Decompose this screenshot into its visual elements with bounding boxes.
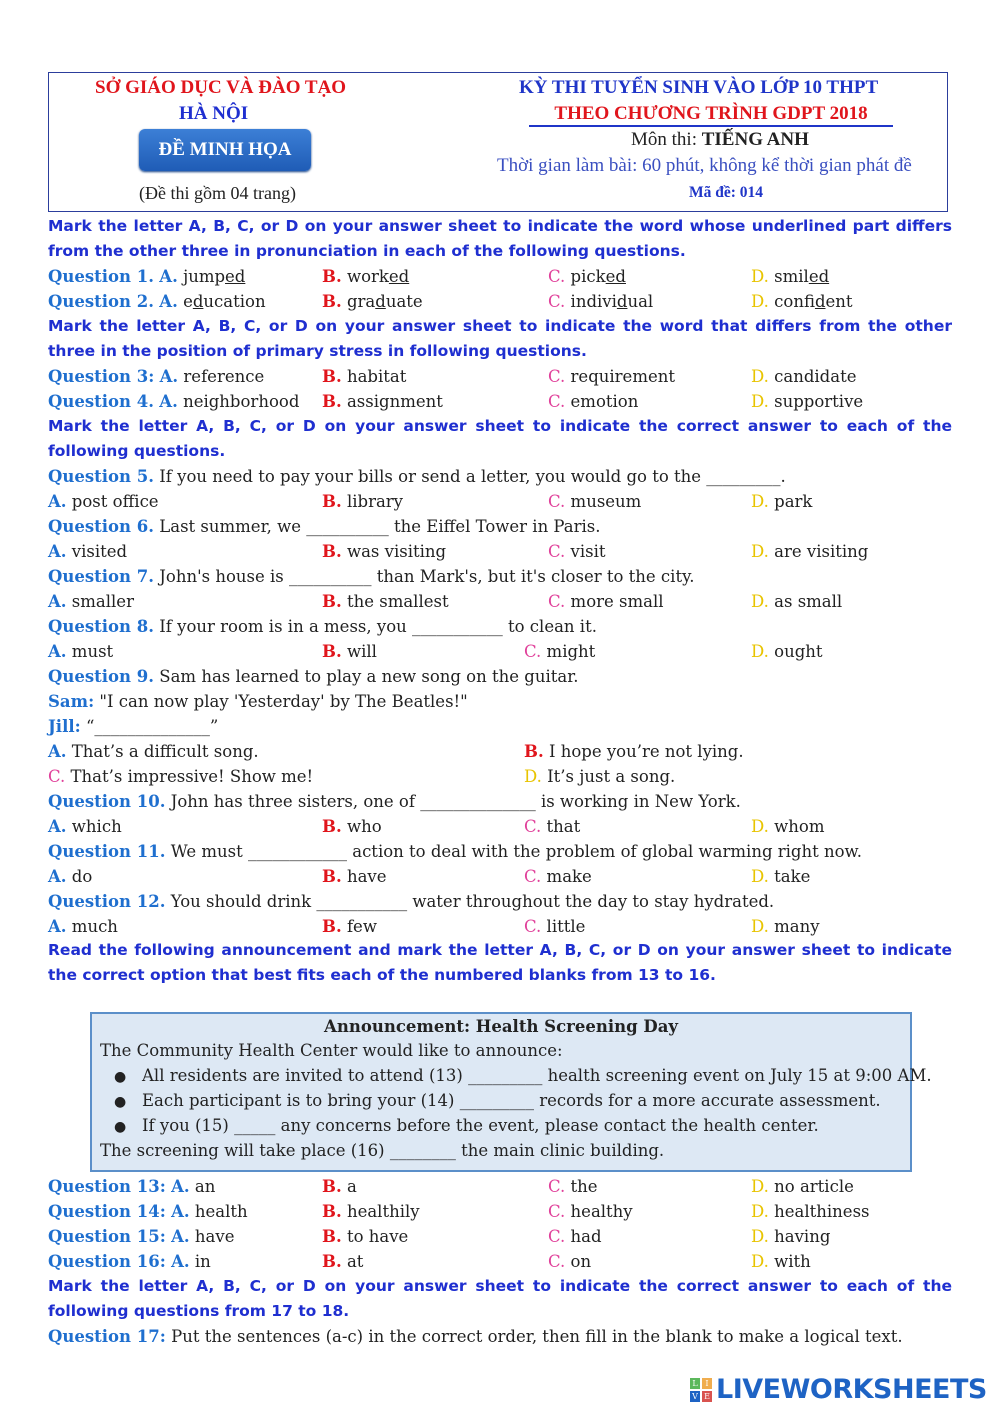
question-label: Question 3:	[48, 367, 155, 386]
option-a[interactable]: in	[194, 1252, 211, 1271]
option-d[interactable]: having	[774, 1227, 831, 1246]
question-label: Question 15:	[48, 1227, 166, 1246]
instruction-announcement: Read the following announcement and mark the letter A, B, C, or D on your answer sheet to indicate the correct option that best fits each of the numbered blanks from 13 to 16.	[48, 941, 952, 984]
option-b[interactable]: few	[346, 917, 377, 936]
question-11-stem: Question 11. We must ____________ action to deal with the problem of global warming right now.	[48, 842, 862, 861]
time-note: Thời gian làm bài: 60 phút, không kể thời gian phát đề	[497, 155, 912, 176]
logo-letter: L	[690, 1378, 700, 1389]
question-label: Question 13:	[48, 1177, 166, 1196]
question-label: Question 7.	[48, 567, 155, 586]
option-b[interactable]: worked	[346, 267, 410, 286]
option-c[interactable]: on	[570, 1252, 592, 1271]
question-label: Question 2.	[48, 292, 155, 311]
option-b[interactable]: habitat	[346, 367, 407, 386]
option-a[interactable]: health	[194, 1202, 248, 1221]
bullet-icon: ●	[114, 1094, 127, 1110]
subject-name: TIẾNG ANH	[701, 129, 809, 150]
question-8-stem: Question 8. If your room is in a mess, you ___________ to clean it.	[48, 617, 597, 636]
option-d[interactable]: park	[774, 492, 813, 511]
department-name: SỞ GIÁO DỤC VÀ ĐÀO TẠO	[95, 77, 347, 98]
option-c[interactable]: the	[570, 1177, 598, 1196]
announcement-bullet-2: Each participant is to bring your (14) _________ records for a more accurate assessment.	[142, 1091, 881, 1110]
question-label: Question 5.	[48, 467, 155, 486]
logo-letter: I	[702, 1378, 712, 1389]
option-d[interactable]: take	[774, 867, 811, 886]
exam-code: Mã đề: 014	[689, 184, 764, 201]
option-a[interactable]: much	[71, 917, 118, 936]
option-d[interactable]: candidate	[774, 367, 857, 386]
option-c[interactable]: museum	[570, 492, 642, 511]
question-6-stem: Question 6. Last summer, we __________ the Eiffel Tower in Paris.	[48, 517, 601, 536]
option-a[interactable]: have	[194, 1227, 235, 1246]
option-c[interactable]: picked	[570, 267, 626, 286]
option-c[interactable]: visit	[570, 542, 606, 561]
option-a[interactable]: neighborhood	[183, 392, 300, 411]
option-b[interactable]: I hope you’re not lying.	[548, 742, 744, 761]
option-c[interactable]: emotion	[570, 392, 639, 411]
option-c[interactable]: healthy	[570, 1202, 633, 1221]
bullet-icon: ●	[114, 1069, 127, 1085]
department-city: HÀ NỘI	[179, 103, 249, 124]
announcement-closing: The screening will take place (16) ________ the main clinic building.	[100, 1141, 665, 1160]
option-d[interactable]: are visiting	[774, 542, 869, 561]
option-d[interactable]: as small	[774, 592, 843, 611]
option-a[interactable]: which	[71, 817, 122, 836]
question-label: Question 8.	[48, 617, 155, 636]
question-label: Question 4.	[48, 392, 155, 411]
option-b[interactable]: assignment	[346, 392, 443, 411]
option-b[interactable]: library	[346, 492, 404, 511]
option-c[interactable]: that	[546, 817, 581, 836]
option-a[interactable]: That’s a difficult song.	[71, 742, 259, 761]
question-label: Question 14:	[48, 1202, 166, 1221]
option-d[interactable]: It’s just a song.	[547, 767, 676, 786]
question-label: Question 11.	[48, 842, 166, 861]
logo-letter: E	[702, 1391, 712, 1402]
question-5-stem: Question 5. If you need to pay your bills or send a letter, you would go to the _________.	[48, 467, 786, 486]
option-a[interactable]: education	[183, 292, 266, 311]
option-a[interactable]: visited	[71, 542, 128, 561]
announcement-intro: The Community Health Center would like to announce:	[100, 1041, 563, 1060]
logo-letter: V	[690, 1391, 700, 1402]
logo-grid-icon	[690, 1378, 712, 1402]
option-a[interactable]: post office	[71, 492, 159, 511]
announcement-box	[90, 1012, 932, 1172]
question-17-stem: Question 17: Put the sentences (a-c) in the correct order, then fill in the blank to make a logical text.	[48, 1327, 903, 1346]
option-d[interactable]: ought	[774, 642, 823, 661]
option-c[interactable]: had	[570, 1227, 602, 1246]
option-b[interactable]: healthily	[346, 1202, 420, 1221]
instruction-correct-answer: Mark the letter A, B, C, or D on your answer sheet to indicate the correct answer to each of the following questions.	[48, 417, 952, 460]
question-label: Question 6.	[48, 517, 155, 536]
question-9-stem: Question 9. Sam has learned to play a new song on the guitar.	[48, 667, 579, 686]
dialogue-jill: Jill: “______________”	[48, 717, 219, 736]
question-label: Question 9.	[48, 667, 155, 686]
exam-title: KỲ THI TUYỂN SINH VÀO LỚP 10 THPT	[519, 77, 879, 98]
option-b[interactable]: have	[346, 867, 387, 886]
announcement-bullet-3: If you (15) _____ any concerns before the event, please contact the health center.	[142, 1116, 819, 1135]
option-c[interactable]: make	[546, 867, 592, 886]
option-d[interactable]: confident	[774, 292, 853, 311]
bullet-icon: ●	[114, 1119, 127, 1135]
option-d[interactable]: supportive	[774, 392, 864, 411]
question-7-stem: Question 7. John's house is __________ than Mark's, but it's closer to the city.	[48, 567, 695, 586]
option-c[interactable]: might	[546, 642, 596, 661]
instruction-pronunciation: Mark the letter A, B, C, or D on your answer sheet to indicate the word whose underlined part differs from the other three in pronunciation in each of the following questions.	[48, 217, 952, 260]
option-c[interactable]: little	[546, 917, 586, 936]
subject-line	[631, 129, 809, 151]
logo-text: LIVEWORKSHEETS	[716, 1374, 987, 1405]
subject-label: Môn thi:	[631, 129, 702, 150]
option-a[interactable]: an	[194, 1177, 216, 1196]
instruction-stress: Mark the letter A, B, C, or D on your answer sheet to indicate the word that differs from the other three in the position of primary stress in following questions.	[48, 317, 952, 360]
option-b[interactable]: a	[346, 1177, 357, 1196]
option-b[interactable]: at	[346, 1252, 364, 1271]
question-label: Question 1.	[48, 267, 155, 286]
question-10-stem: Question 10. John has three sisters, one of ______________ is working in New York.	[48, 792, 741, 811]
option-c[interactable]: individual	[570, 292, 654, 311]
option-d[interactable]: many	[774, 917, 820, 936]
question-label: Question 16:	[48, 1252, 166, 1271]
option-b[interactable]: will	[346, 642, 377, 661]
option-b[interactable]: who	[346, 817, 382, 836]
option-b[interactable]: to have	[346, 1227, 409, 1246]
question-label: Question 10.	[48, 792, 166, 811]
option-c[interactable]: more small	[570, 592, 664, 611]
instruction-ordering: Mark the letter A, B, C, or D on your answer sheet to indicate the correct answer to each of the following questions from 17 to 18.	[48, 1277, 952, 1320]
dialogue-sam: Sam: "I can now play 'Yesterday' by The Beatles!"	[48, 692, 468, 711]
exam-header	[48, 72, 948, 212]
option-b[interactable]: was visiting	[346, 542, 447, 561]
announcement-bullet-1: All residents are invited to attend (13) _________ health screening event on July 15 at 9:00 AM.	[142, 1066, 932, 1085]
option-d[interactable]: smiled	[774, 267, 830, 286]
option-a[interactable]: must	[71, 642, 114, 661]
option-d[interactable]: healthiness	[774, 1202, 870, 1221]
option-a[interactable]: reference	[183, 367, 265, 386]
exam-type-badge: ĐỀ MINH HỌA	[139, 129, 311, 171]
question-label: Question 17:	[48, 1327, 166, 1346]
option-c[interactable]: requirement	[570, 367, 675, 386]
option-b[interactable]: graduate	[346, 292, 423, 311]
option-d[interactable]: with	[774, 1252, 811, 1271]
question-12-stem: Question 12. You should drink ___________ water throughout the day to stay hydrated.	[48, 892, 775, 911]
announcement-title: Announcement: Health Screening Day	[324, 1017, 678, 1036]
option-d[interactable]: no article	[774, 1177, 854, 1196]
option-d[interactable]: whom	[774, 817, 825, 836]
program-title: THEO CHƯƠNG TRÌNH GDPT 2018	[529, 103, 893, 127]
option-c[interactable]: That’s impressive! Show me!	[70, 767, 314, 786]
pages-note: (Đề thi gồm 04 trang)	[139, 183, 296, 203]
option-a[interactable]: jumped	[183, 267, 246, 286]
option-a[interactable]: smaller	[71, 592, 134, 611]
question-label: Question 12.	[48, 892, 166, 911]
option-b[interactable]: the smallest	[346, 592, 449, 611]
option-a[interactable]: do	[71, 867, 93, 886]
